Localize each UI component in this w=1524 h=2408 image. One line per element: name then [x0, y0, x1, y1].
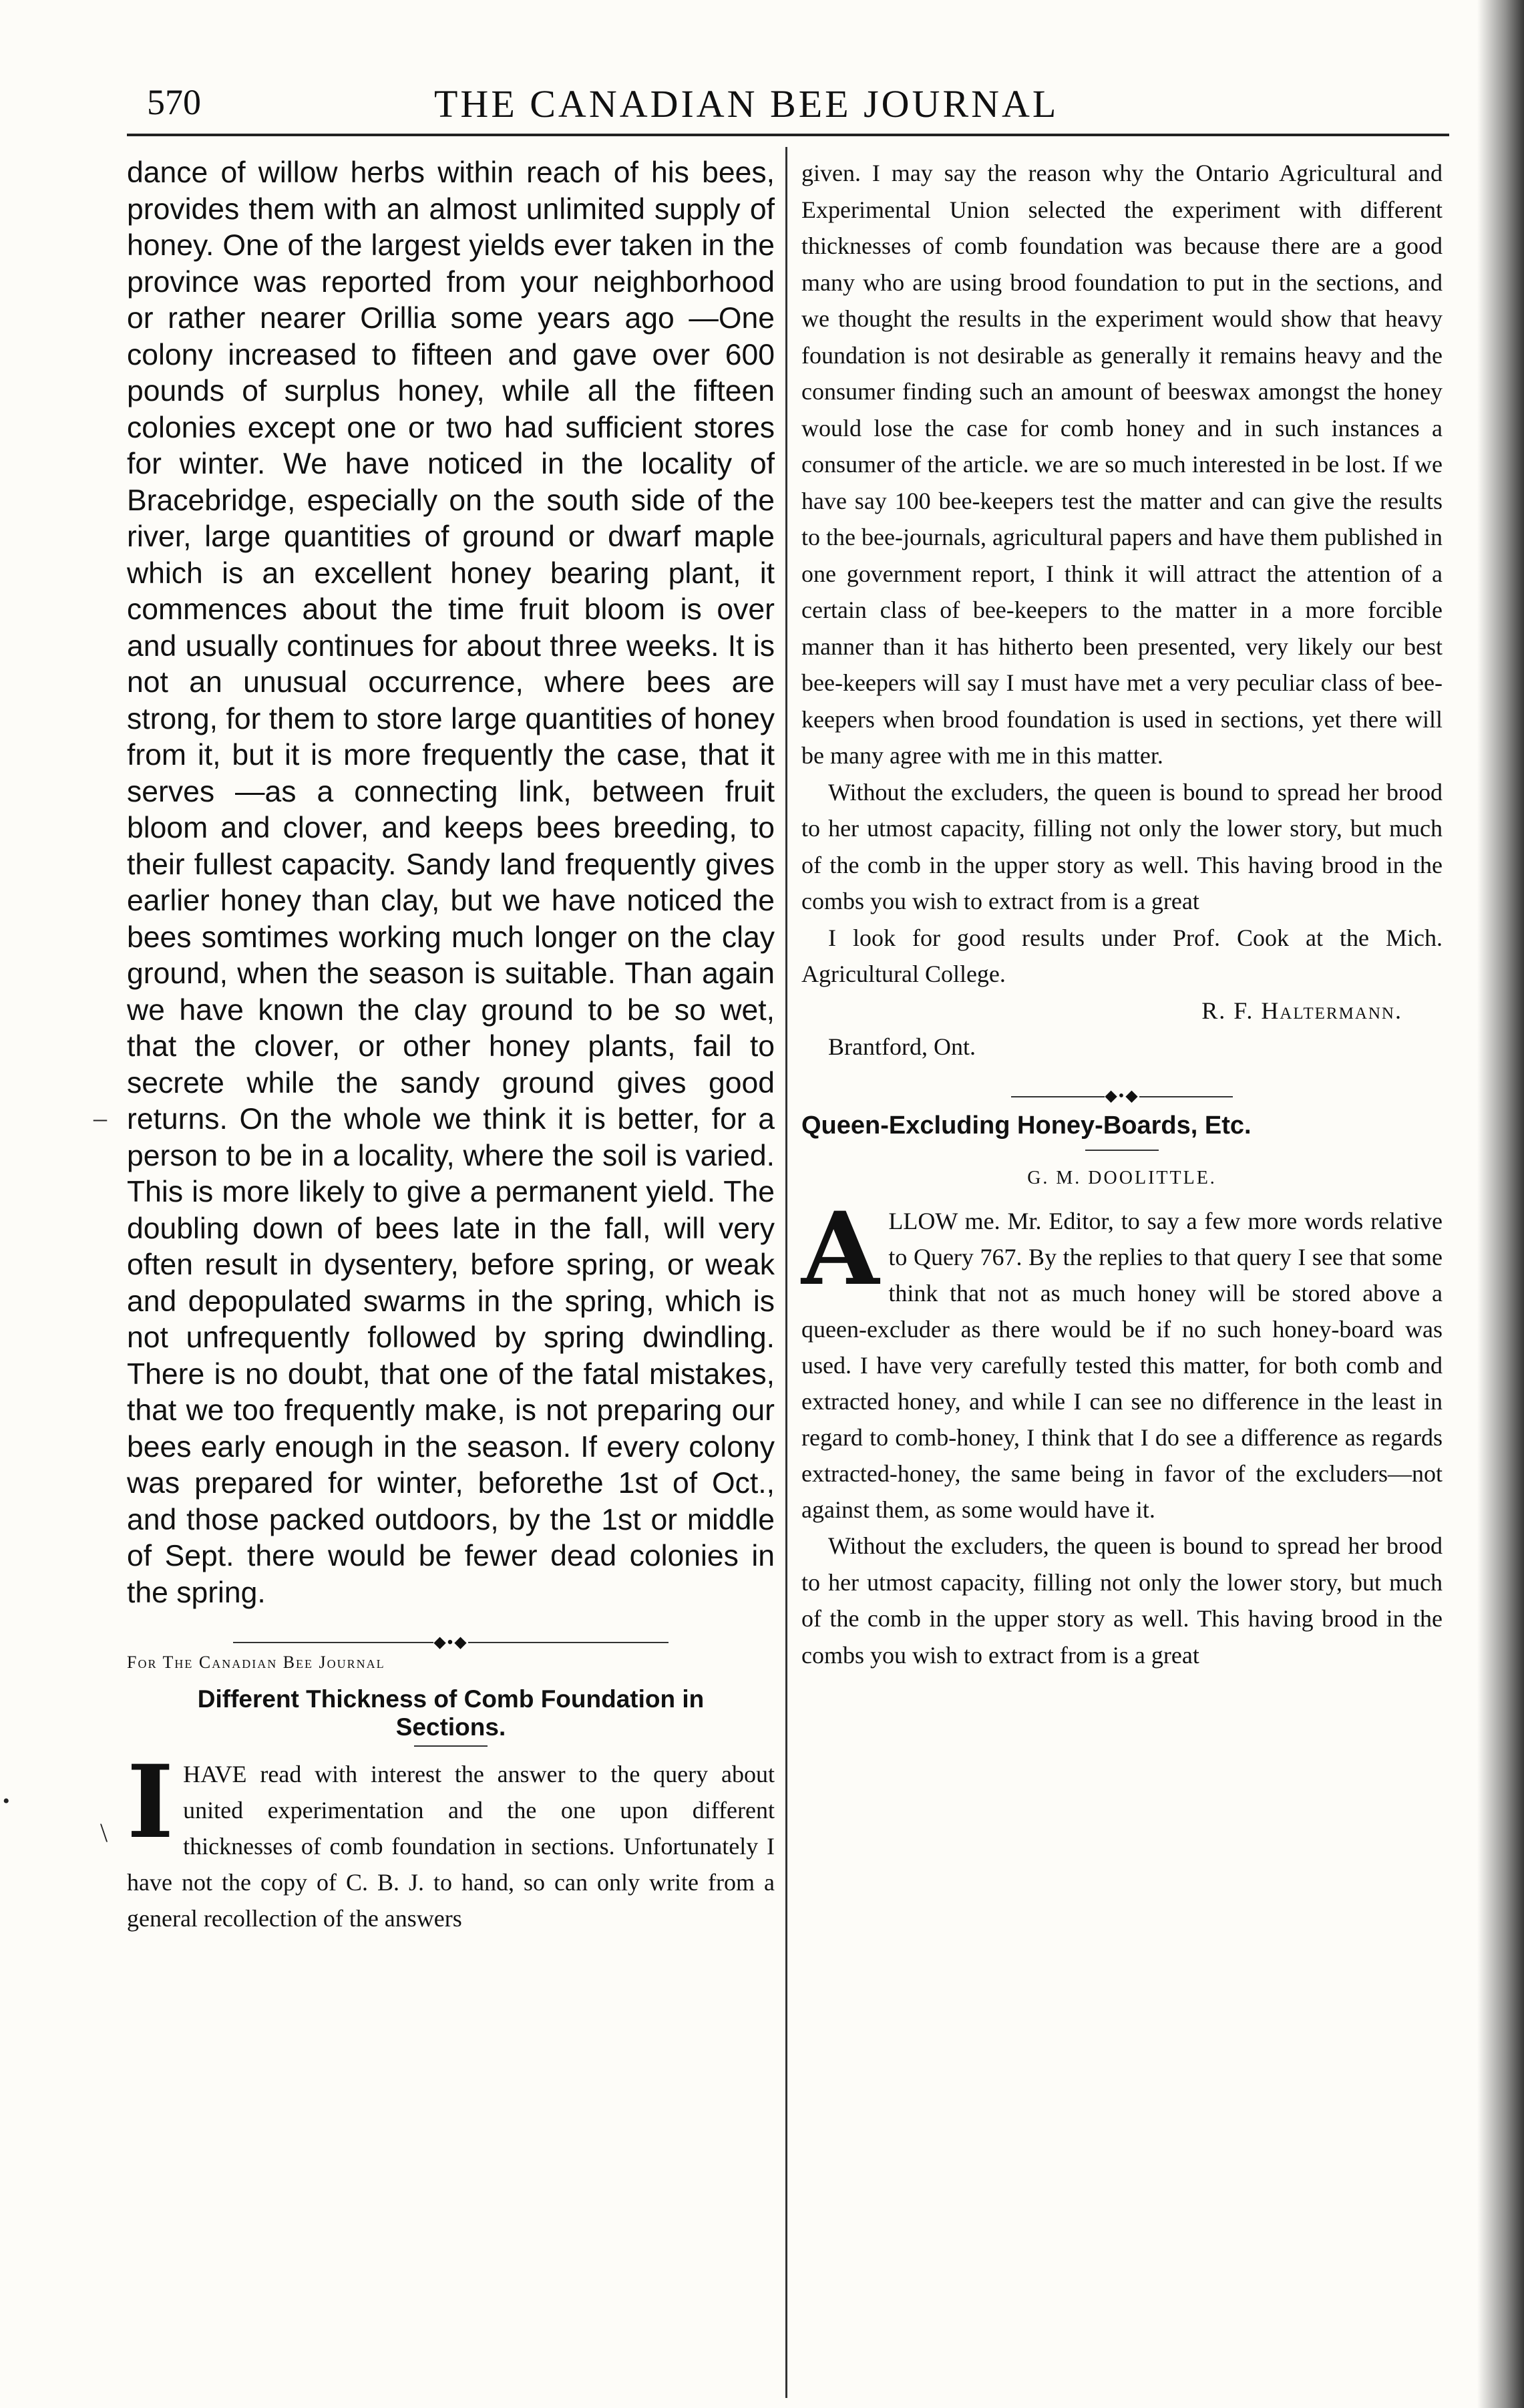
article-body-text: HAVE read with interest the answer to the query about united experimentation and the one upon different thicknesses of comb foundation in sections. Unfortunately I have not the copy of C. B. J. to hand, so can only write from a general recollection of the answers	[127, 1760, 775, 1932]
left-continuation-text: dance of willow herbs within reach of his bees, provides them with an almost unlimited supply of honey. One of the largest yields ever taken in the province was reported from your neighborhood or rather nearer Orillia some years ago —One colony increased to fifteen and gave over 600 pounds of surplus honey, while all the fifteen colonies except one or two had sufficient stores for winter. We have noticed in the locality of Bracebridge, especially on the south side of the river, large quantities of ground or dwarf maple which is an excellent honey bearing plant, it commences about the time fruit bloom is over and usually continues for about three weeks. It is not an unusual occurrence, where bees are strong, for them to store large quantities of honey from it, but it is more frequently the case, that it serves —as a connecting link, between fruit bloom and clover, and keeps bees breeding, to their fullest capacity. Sandy land frequently gives earlier honey than clay, but we have noticed the bees somtimes working much longer on the clay ground, when the season is suitable. Than again we have known the clay ground to be so wet, that the clover, or other honey plants, fail to secrete while the sandy ground gives good returns. On the whole we think it is better, for a person to be in a locality, where the soil is varied. This is more likely to give a permanent yield. The doubling down of bees late in the fall, will very often result in dysentery, before spring, or weak and depopulated swarms in the spring, which is not unfrequently followed by spring dwindling. There is no doubt, that one of the fatal mistakes, that we too frequently make, is not preparing our bees early enough in the season. If every colony was prepared for winter, beforethe 1st of Oct., and those packed outdoors, by the 1st or middle of Sept. there would be fewer dead colonies in the spring.	[127, 156, 775, 1609]
divider-line	[1139, 1096, 1233, 1097]
left-column	[127, 155, 775, 1936]
column-divider	[785, 147, 787, 2398]
journal-title: THE CANADIAN BEE JOURNAL	[434, 82, 1059, 126]
queen-excluding-article-body	[801, 1190, 1443, 1528]
margin-dash: –	[93, 1103, 107, 1133]
paragraph-prof-cook: I look for good results under Prof. Cook at the Mich. Agricultural College.	[801, 924, 1443, 987]
signature: R. F. Haltermann.	[1201, 997, 1402, 1024]
paragraph-without-excluders: Without the excluders, the queen is bound to spread her brood to her utmost capacity, filling not only the lower story, but much of the comb in the upper story as well. This having brood in the combs you wish to extract from is a great	[801, 1532, 1443, 1669]
divider-line	[233, 1642, 433, 1643]
header-rule	[127, 134, 1449, 136]
scan-edge-shadow	[1477, 0, 1524, 2408]
section-divider-ornament	[801, 1077, 1443, 1105]
short-rule	[414, 1745, 488, 1747]
source-line: For The Canadian Bee Journal	[127, 1653, 385, 1672]
paragraph-apicultural-stations: Without the excluders, the queen is bound to spread her brood to her utmost capacity, filling not only the lower story, but much of the comb in the upper story as well. This having brood in the combs you wish to extract from is a great	[801, 778, 1443, 914]
comb-foundation-article-body	[127, 1743, 775, 1936]
section-divider-ornament	[127, 1623, 775, 1651]
page-header	[127, 73, 1436, 127]
ornament-glyph: ◆•◆	[433, 1632, 468, 1651]
right-continuation-text: given. I may say the reason why the Ontario Agricultural and Experimental Union selected the experiment with different thicknesses of comb foundation was because there are a good many who are using brood foundation to put in the sections, and we thought the results in the experiment would show that heavy foundation is not desirable as generally it remains heavy and the consumer finding such an amount of beeswax amongst the honey would lose the case for comb honey and in such instances a consumer of the article. we are so much interested in be lost. If we have say 100 bee-keepers test the matter and can give the results to the bee-journals, agricultural papers and have them published in one government report, I think it will attract the attention of a certain class of bee-keepers to the matter in a more forcible manner than it has hitherto been presented, very likely our best bee-keepers will say I must have met a very peculiar class of bee-keepers when brood foundation is used in sections, yet there will be many agree with me in this matter.	[801, 160, 1443, 769]
divider-line	[468, 1642, 669, 1643]
drop-cap: I	[127, 1743, 174, 1861]
drop-cap: A	[801, 1190, 880, 1308]
margin-tick: \	[100, 1818, 108, 1848]
location: Brantford, Ont.	[828, 1033, 976, 1060]
divider-line	[1011, 1096, 1105, 1097]
right-column	[801, 155, 1443, 1673]
margin-dot: •	[3, 1790, 10, 1812]
short-rule	[1085, 1150, 1159, 1151]
article-body-text: LLOW me. Mr. Editor, to say a few more words relative to Query 767. By the replies to that query I see that some think that not as much honey will be stored above a queen-excluder as there would be if no such honey-board was used. I have very carefully tested this matter, for both comb and extracted honey, and while I can see no difference in the least in regard to comb-honey, I think that I do see a difference as regards extracted-honey, the same being in favor of the excluders—not against them, as some would have it.	[801, 1208, 1443, 1523]
ornament-glyph: ◆•◆	[1105, 1087, 1139, 1105]
author: G. M. DOOLITTLE.	[1027, 1167, 1217, 1188]
article-heading-queen-excluding: Queen-Excluding Honey-Boards, Etc.	[801, 1111, 1252, 1140]
page-number: 570	[147, 82, 201, 122]
article-heading-comb-foundation: Different Thickness of Comb Foundation in Sections.	[197, 1685, 705, 1741]
